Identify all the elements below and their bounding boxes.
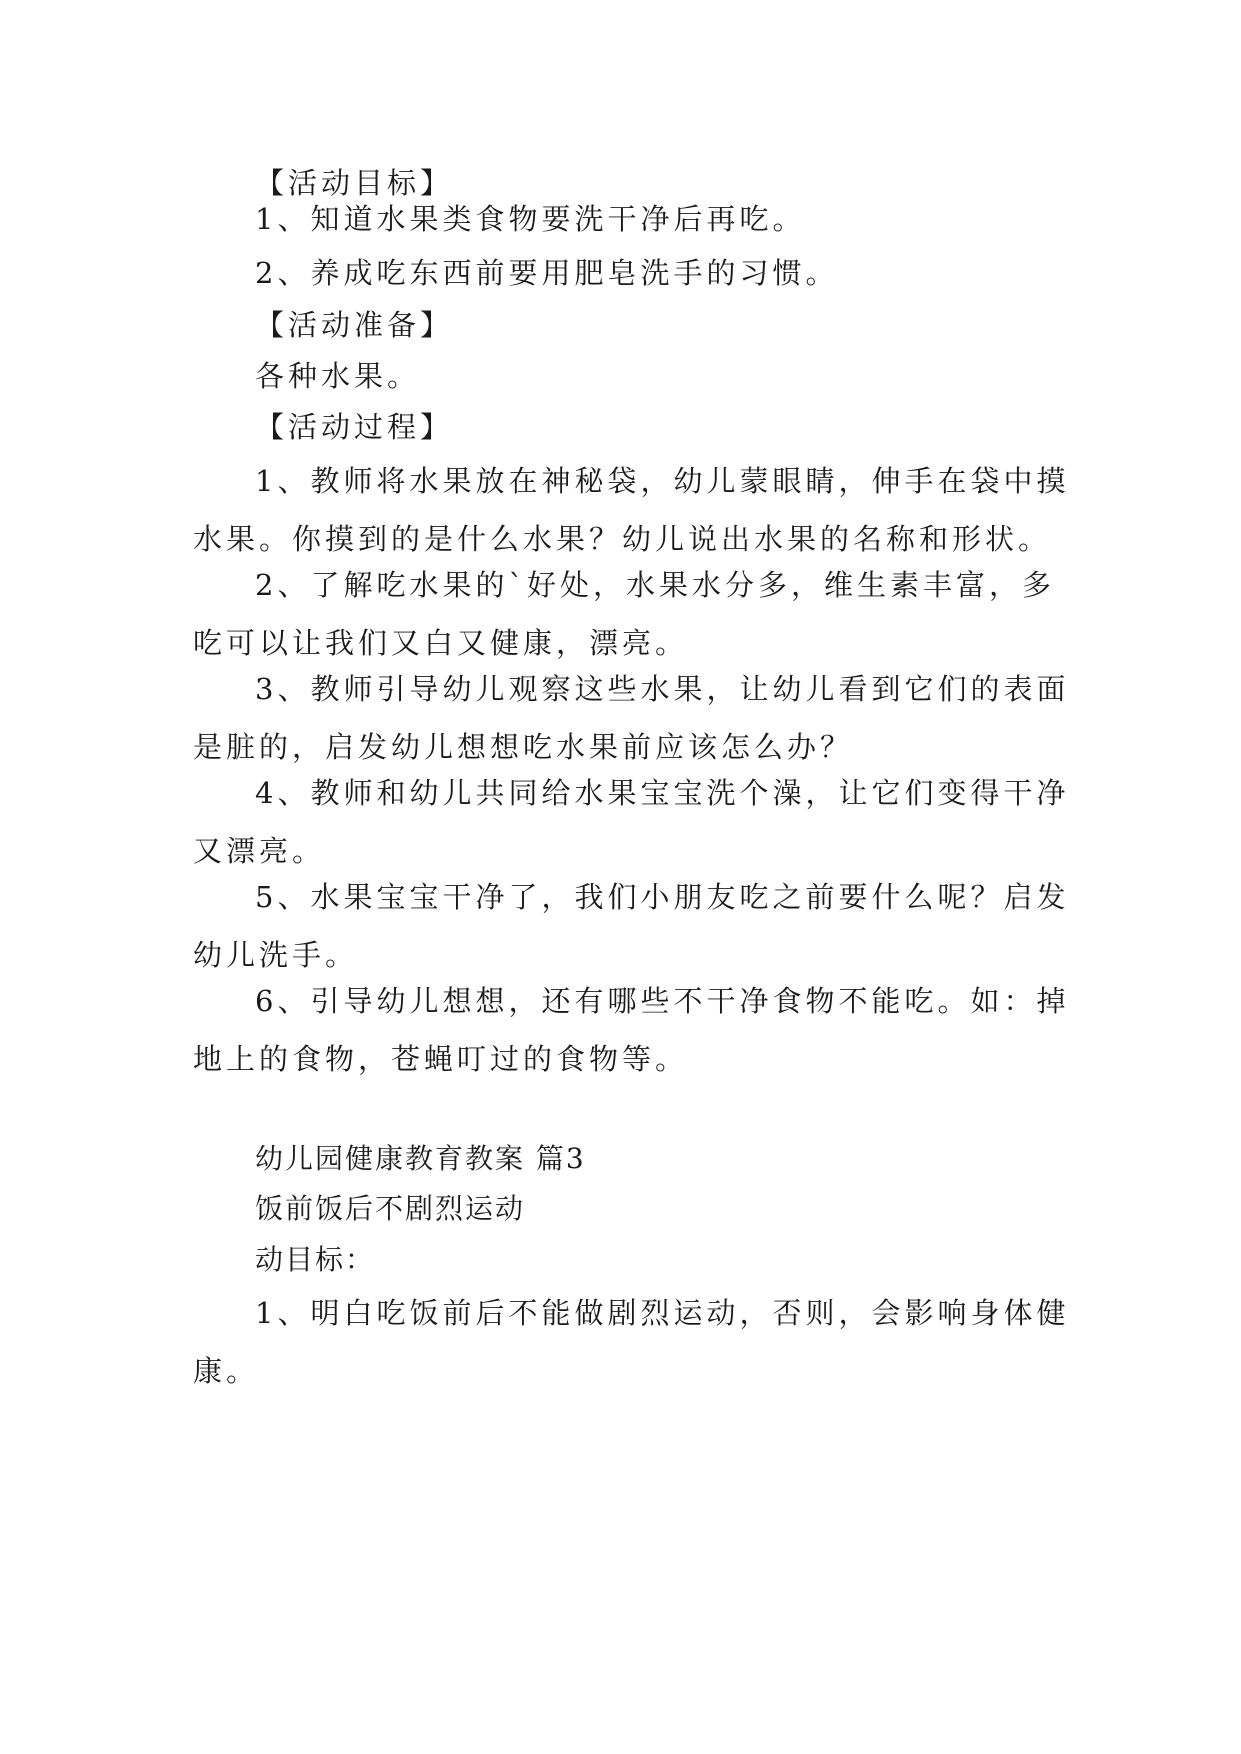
heading-activity-process: 【活动过程】 (255, 410, 454, 444)
goals-label: 动目标： (255, 1243, 376, 1276)
section-subtitle: 饭前饭后不剧烈运动 (255, 1192, 526, 1225)
heading-activity-goals: 【活动目标】 (255, 166, 454, 200)
section-title: 幼儿园健康教育教案 篇3 (255, 1142, 586, 1175)
goal-item-2: 2、养成吃东西前要用肥皂洗手的习惯。 (255, 256, 839, 290)
preparation-text: 各种水果。 (255, 359, 421, 393)
process-step-1: 1、教师将水果放在神秘袋，幼儿蒙眼睛，伸手在袋中摸水果。你摸到的是什么水果？幼儿说出水果的名称和形状。 (193, 464, 1070, 556)
process-step-5: 5、水果宝宝干净了，我们小朋友吃之前要什么呢？启发幼儿洗手。 (193, 880, 1070, 972)
process-step-2: 2、了解吃水果的`好处，水果水分多，维生素丰富，多吃可以让我们又白又健康，漂亮。 (193, 568, 1055, 660)
process-step-3: 3、教师引导幼儿观察这些水果，让幼儿看到它们的表面是脏的，启发幼儿想想吃水果前应该怎么办？ (193, 672, 1070, 764)
process-step-6: 6、引导幼儿想想，还有哪些不干净食物不能吃。如：掉地上的食物，苍蝇叮过的食物等。 (193, 984, 1070, 1076)
goal-item-new-1: 1、明白吃饭前后不能做剧烈运动，否则，会影响身体健康。 (193, 1296, 1070, 1388)
goal-item-1: 1、知道水果类食物要洗干净后再吃。 (255, 202, 806, 236)
heading-activity-preparation: 【活动准备】 (255, 308, 454, 342)
process-step-4: 4、教师和幼儿共同给水果宝宝洗个澡，让它们变得干净又漂亮。 (193, 776, 1070, 868)
